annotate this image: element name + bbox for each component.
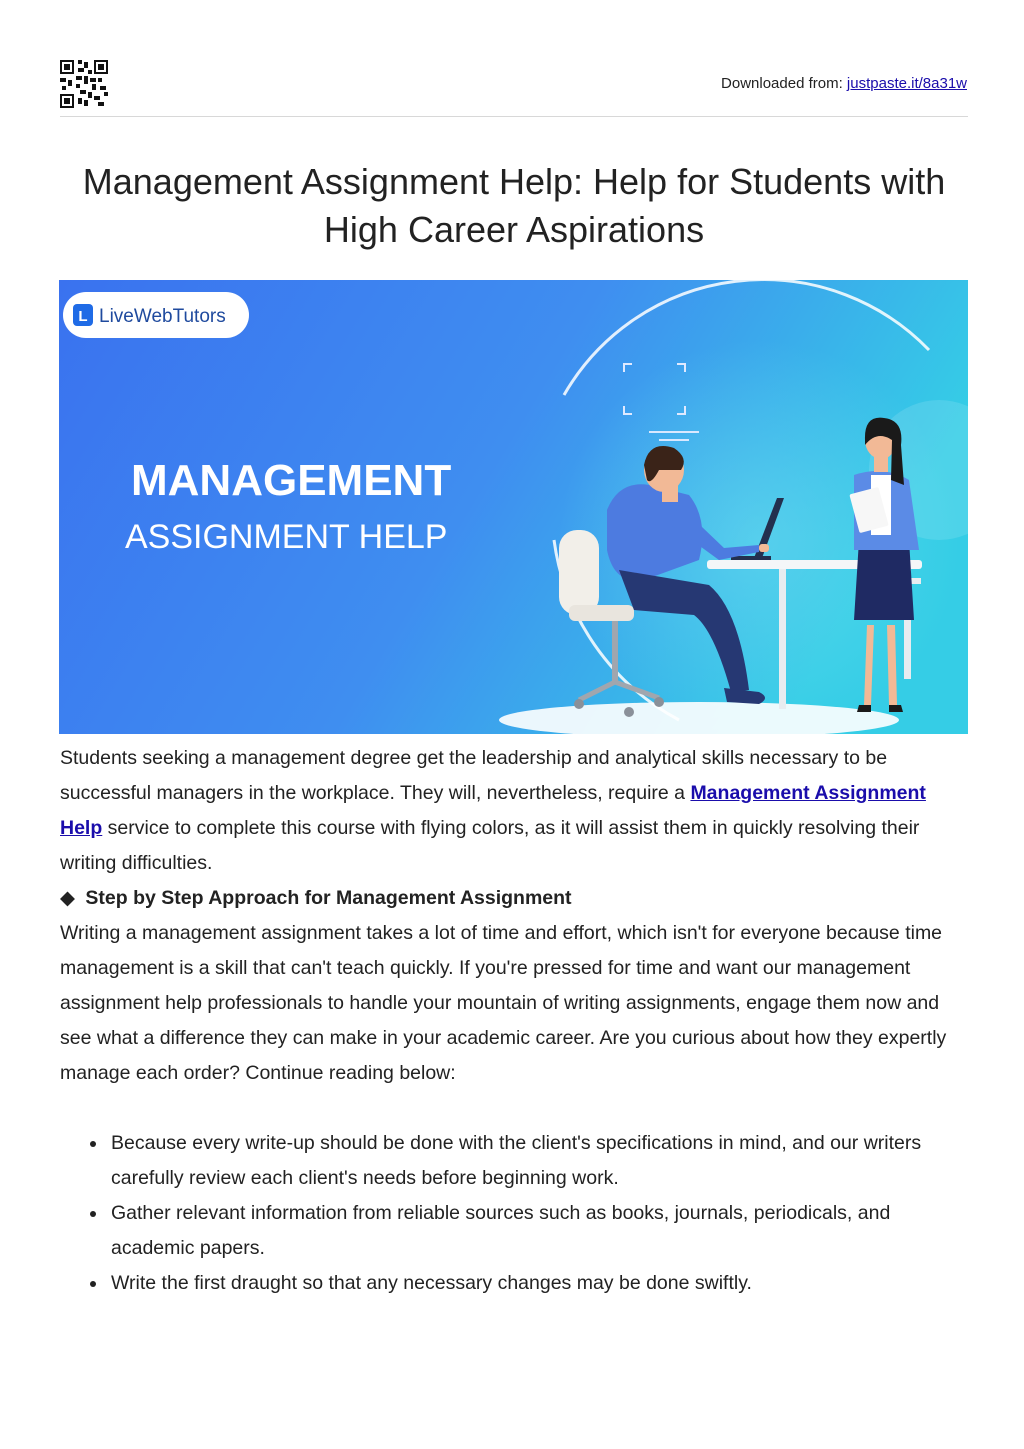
- header-divider: [60, 116, 968, 117]
- bullet-icon: [90, 1281, 96, 1287]
- banner-image: [59, 280, 968, 734]
- logo-letter: L: [78, 308, 88, 325]
- list-item: [60, 1196, 970, 1266]
- page-title: Management Assignment Help: Help for Students with High Career Aspirations: [82, 161, 946, 250]
- step-text: Write the first draught so that any necessary changes may be done swiftly.: [111, 1272, 752, 1294]
- management-assignment-help-link[interactable]: Management Assignment Help: [60, 782, 926, 839]
- intro-text-after: service to complete this course with flying colors, as it will assist them in quickly resolving their writing difficulties.: [60, 817, 920, 874]
- list-item: [60, 1266, 970, 1301]
- downloaded-label: Downloaded from:: [721, 75, 843, 92]
- source-link[interactable]: justpaste.it/8a31w: [846, 75, 967, 92]
- banner-headline-1: MANAGEMENT: [131, 456, 452, 505]
- section-paragraph: Writing a management assignment takes a lot of time and effort, which isn't for everyone because time management is a skill that can't teach quickly. If you're pressed for time and want our management assignment help professionals to handle your mountain of writing assignments, engage them now and see what a difference they can make in your academic career. Are you curious about how they expertly manage each order? Continue reading below:: [60, 922, 947, 1084]
- step-text: Gather relevant information from reliable sources such as books, journals, periodicals, and academic papers.: [111, 1202, 891, 1259]
- download-source: [721, 75, 967, 92]
- intro-paragraph: [60, 741, 970, 881]
- banner-headline-2: ASSIGNMENT HELP: [125, 518, 448, 556]
- section-heading: [60, 881, 970, 916]
- step-text: Because every write-up should be done with the client's specifications in mind, and our writers carefully review each client's needs before beginning work.: [111, 1132, 922, 1189]
- list-item: [60, 1126, 970, 1196]
- diamond-bullet-icon: ◆: [60, 887, 75, 909]
- intro-text-before: Students seeking a management degree get the leadership and analytical skills necessary to be successful managers in the workplace. They will, nevertheless, require a: [60, 747, 888, 804]
- qr-code-icon: [60, 60, 108, 108]
- logo-text: LiveWebTutors: [99, 306, 226, 327]
- section-heading-text: Step by Step Approach for Management Assignment: [85, 887, 572, 909]
- steps-list: [60, 1126, 970, 1301]
- bullet-icon: [90, 1141, 96, 1147]
- article-body: [60, 741, 970, 1301]
- bullet-icon: [90, 1211, 96, 1217]
